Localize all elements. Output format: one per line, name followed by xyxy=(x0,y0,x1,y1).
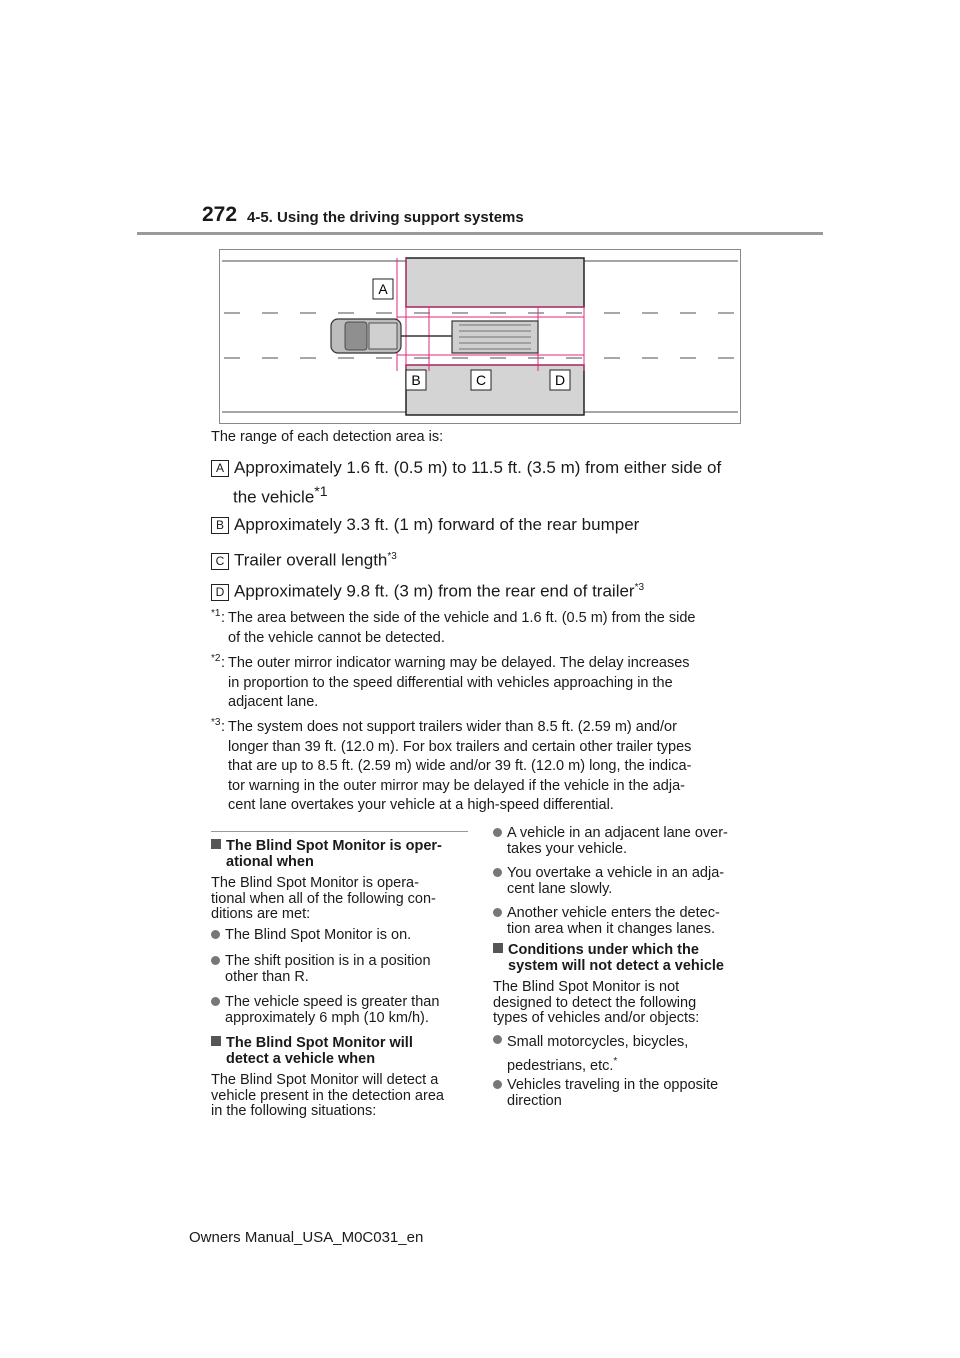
bullet-ref: * xyxy=(613,1056,618,1067)
heading-operational-line1: The Blind Spot Monitor is oper- xyxy=(226,838,442,854)
definition-a-text: Approximately 1.6 ft. (0.5 m) to 11.5 ft. (3.5 m) from either side of xyxy=(234,458,722,477)
footnote-1-mark: *1 xyxy=(211,608,221,619)
para-line: vehicle present in the detection area xyxy=(211,1087,444,1104)
list-item xyxy=(493,1033,763,1076)
footnote-3-line3: that are up to 8.5 ft. (2.59 m) wide and/or 39 ft. (12.0 m) long, the indica- xyxy=(228,758,692,774)
footnote-2: *2 : The outer mirror indicator warning may be delayed. The delay increases in proportion to the speed differential with vehicles approaching in the adjacent lane. xyxy=(211,654,756,713)
definition-b xyxy=(211,514,639,536)
bullet-text: You overtake a vehicle in an adja- xyxy=(507,865,725,881)
list-item xyxy=(493,866,763,897)
definition-c-ref: *3 xyxy=(387,551,397,562)
figure-caption: The range of each detection area is: xyxy=(211,429,444,445)
definition-d-ref: *3 xyxy=(634,582,645,593)
detection-area-diagram xyxy=(219,249,741,424)
bullet-text: direction xyxy=(507,1092,562,1109)
badge-d: D xyxy=(211,584,229,601)
bullet-text: The Blind Spot Monitor is on. xyxy=(225,927,412,943)
definition-a xyxy=(211,457,721,479)
square-bullet-icon xyxy=(493,943,503,953)
label-a: A xyxy=(378,281,388,297)
footnote-1-line2: of the vehicle cannot be detected. xyxy=(228,629,445,646)
heading-conditions-line2: system will not detect a vehicle xyxy=(508,958,724,974)
definition-c-text: Trailer overall length xyxy=(234,550,388,570)
label-d: D xyxy=(554,372,566,388)
footnote-3-mark: *3 xyxy=(211,717,221,728)
footnote-3-line5: cent lane overtakes your vehicle at a high-speed differential. xyxy=(228,797,614,813)
column-rule xyxy=(211,831,468,832)
bullet-text: tion area when it changes lanes. xyxy=(507,920,715,937)
definition-b-text: Approximately 3.3 ft. (1 m) forward of the rear bumper xyxy=(234,515,640,534)
bullet-text: other than R. xyxy=(225,968,309,985)
para-line: The Blind Spot Monitor is opera- xyxy=(211,875,419,891)
truck-bed xyxy=(369,323,397,349)
badge-a: A xyxy=(211,460,229,477)
para-line: designed to detect the following xyxy=(493,994,697,1011)
heading-conditions-line1: Conditions under which the xyxy=(508,942,699,958)
detection-area-figure xyxy=(219,249,741,424)
bullet-dot-icon xyxy=(493,1035,502,1044)
list-item xyxy=(493,1078,763,1109)
list-item xyxy=(211,954,476,985)
truck-cabin xyxy=(345,322,367,350)
bullet-text: The vehicle speed is greater than xyxy=(225,994,440,1010)
page-number: 272 xyxy=(202,203,238,226)
section-title: 4-5. Using the driving support systems xyxy=(247,209,524,226)
badge-c: C xyxy=(211,553,229,570)
bullet-text: pedestrians, etc. xyxy=(507,1057,614,1074)
bullet-text: takes your vehicle. xyxy=(507,840,628,857)
definition-a-text2: the vehicle xyxy=(233,487,315,507)
heading-operational xyxy=(211,838,471,870)
label-b: B xyxy=(411,372,421,388)
para-line: ditions are met: xyxy=(211,906,311,922)
heading-operational-line2: ational when xyxy=(226,854,314,870)
footnote-2-line1: The outer mirror indicator warning may be delayed. The delay increases xyxy=(228,655,690,671)
detection-zone-top xyxy=(406,258,584,307)
bullet-text: approximately 6 mph (10 km/h). xyxy=(225,1009,429,1026)
footer-text: Owners Manual_USA_M0C031_en xyxy=(189,1229,424,1246)
bullet-text: Vehicles traveling in the opposite xyxy=(507,1077,719,1093)
list-item xyxy=(211,995,476,1026)
definition-a-line2 xyxy=(233,484,328,508)
badge-b: B xyxy=(211,517,229,534)
definition-c xyxy=(211,546,397,572)
footnote-3: *3 : The system does not support trailers wider than 8.5 ft. (2.59 m) and/or longer than 39 ft. (12.0 m). For box trailers and certain other trailer types that are up to 8.5 ft. (2.59 m) wide and/or 39 ft. (12.0 m) long, the indica- tor warning in the outer mirror may be delayed if the vehicle in the adja- cent lane overtakes your vehicle at a high-speed differential. xyxy=(211,718,756,816)
bullet-dot-icon xyxy=(211,997,220,1006)
square-bullet-icon xyxy=(211,839,221,849)
bullet-dot-icon xyxy=(211,956,220,965)
footnote-1-line1: The area between the side of the vehicle and 1.6 ft. (0.5 m) from the side xyxy=(228,610,696,626)
bullet-dot-icon xyxy=(493,828,502,837)
para-line: tional when all of the following con- xyxy=(211,890,436,907)
footnote-2-mark: *2 xyxy=(211,653,221,664)
list-item xyxy=(493,906,763,937)
footnote-3-line2: longer than 39 ft. (12.0 m). For box trailers and certain other trailer types xyxy=(228,738,692,755)
definition-d xyxy=(211,577,644,603)
para-line: types of vehicles and/or objects: xyxy=(493,1010,700,1026)
bullet-text: Another vehicle enters the detec- xyxy=(507,905,720,921)
bullet-dot-icon xyxy=(493,908,502,917)
heading-detect-line2: detect a vehicle when xyxy=(226,1051,376,1067)
footnote-3-line1: The system does not support trailers wider than 8.5 ft. (2.59 m) and/or xyxy=(228,719,677,735)
paragraph-detect xyxy=(211,1073,476,1120)
definition-a-ref: *1 xyxy=(314,484,328,500)
para-line: in the following situations: xyxy=(211,1103,377,1119)
list-item xyxy=(493,826,763,857)
heading-detect xyxy=(211,1035,471,1067)
bullet-dot-icon xyxy=(211,930,220,939)
header-rule xyxy=(137,232,823,235)
definition-d-text: Approximately 9.8 ft. (3 m) from the rear end of trailer xyxy=(234,581,635,601)
square-bullet-icon xyxy=(211,1036,221,1046)
bullet-text: Small motorcycles, bicycles, xyxy=(507,1034,689,1050)
bullet-text: cent lane slowly. xyxy=(507,880,613,897)
footnote-1: *1 : The area between the side of the vehicle and 1.6 ft. (0.5 m) from the side of the vehicle cannot be detected. xyxy=(211,609,756,648)
bullet-text: The shift position is in a position xyxy=(225,953,431,969)
list-item xyxy=(211,928,476,944)
heading-detect-line1: The Blind Spot Monitor will xyxy=(226,1035,413,1051)
footnote-3-line4: tor warning in the outer mirror may be delayed if the vehicle in the adja- xyxy=(228,777,685,794)
bullet-dot-icon xyxy=(493,1080,502,1089)
footnote-2-line2: in proportion to the speed differential with vehicles approaching in the xyxy=(228,674,673,691)
label-c: C xyxy=(475,372,487,388)
bullet-text: A vehicle in an adjacent lane over- xyxy=(507,825,728,841)
paragraph-operational xyxy=(211,876,471,923)
bullet-dot-icon xyxy=(493,868,502,877)
heading-conditions xyxy=(493,942,758,974)
para-line: The Blind Spot Monitor will detect a xyxy=(211,1072,439,1088)
paragraph-conditions xyxy=(493,980,758,1027)
footnote-2-line3: adjacent lane. xyxy=(228,694,319,710)
para-line: The Blind Spot Monitor is not xyxy=(493,979,680,995)
